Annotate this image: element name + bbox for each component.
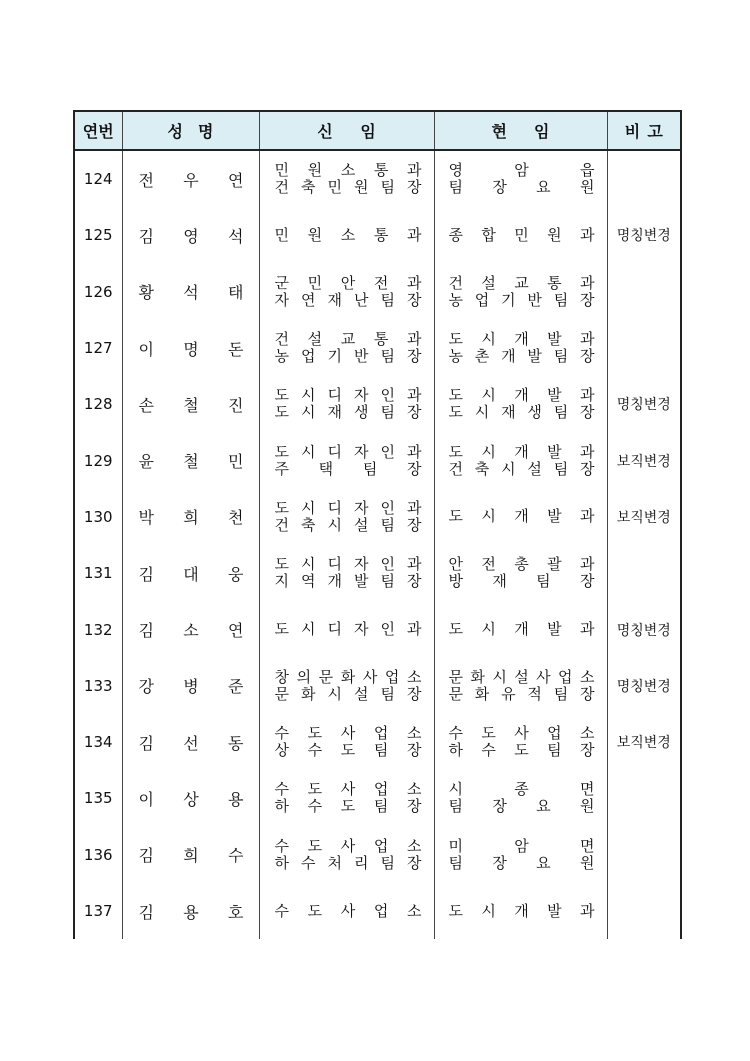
- new-department: 수 도 사 업 소: [274, 780, 422, 799]
- row-number: 134: [74, 714, 122, 770]
- header-no: 연번: [74, 111, 122, 150]
- current-post-cell: [434, 489, 607, 545]
- current-department: 도 시 개 발 과: [448, 386, 595, 405]
- person-name: 김 대 웅: [138, 564, 244, 584]
- new-department: 수 도 사 업 소: [274, 901, 422, 920]
- current-department: 도 시 개 발 과: [448, 330, 595, 349]
- current-department: 안 전 총 괄 과: [448, 555, 595, 574]
- new-department: 도 시 디 자 인 과: [274, 442, 422, 461]
- current-post-cell: [434, 770, 607, 826]
- new-department: 도 시 디 자 인 과: [274, 498, 422, 517]
- new-post-cell: [259, 545, 434, 601]
- current-team: 도 시 재 생 팀 장: [448, 403, 595, 422]
- current-post-cell: [434, 320, 607, 376]
- table-row: [74, 489, 681, 545]
- table-header: [74, 111, 681, 150]
- person-name: 손 철 진: [138, 395, 244, 415]
- table-row: [74, 150, 681, 207]
- new-department: 군 민 안 전 과: [274, 273, 422, 292]
- note-cell: [607, 264, 681, 320]
- table-body: [74, 150, 681, 939]
- new-post-cell: [259, 376, 434, 432]
- table-row: [74, 714, 681, 770]
- person-name: 이 상 용: [138, 789, 244, 809]
- table-row: [74, 432, 681, 488]
- header-current-post: 현 임: [434, 111, 607, 150]
- person-name-cell: [122, 489, 259, 545]
- person-name: 전 우 연: [138, 170, 244, 190]
- current-department: 미 암 면: [448, 836, 595, 855]
- table-row: [74, 658, 681, 714]
- table-row: [74, 545, 681, 601]
- row-number: 131: [74, 545, 122, 601]
- current-department: 도 시 개 발 과: [448, 442, 595, 461]
- new-team: 지 역 개 발 팀 장: [274, 572, 422, 591]
- person-name: 윤 철 민: [138, 452, 244, 472]
- row-number: 126: [74, 264, 122, 320]
- row-number: 132: [74, 601, 122, 657]
- current-department: 시 종 면: [448, 780, 595, 799]
- table-row: [74, 601, 681, 657]
- note-cell: 보직변경: [607, 432, 681, 488]
- person-name-cell: [122, 827, 259, 883]
- row-number: 136: [74, 827, 122, 883]
- current-department: 도 시 개 발 과: [448, 507, 595, 526]
- new-team: 건 축 민 원 팀 장: [274, 178, 422, 197]
- person-name: 김 희 수: [138, 846, 244, 866]
- table-row: [74, 827, 681, 883]
- new-post-cell: [259, 320, 434, 376]
- current-post-cell: [434, 658, 607, 714]
- new-post-cell: [259, 150, 434, 207]
- current-department: 수 도 사 업 소: [448, 724, 595, 743]
- new-post-cell: [259, 601, 434, 657]
- personnel-table: [73, 110, 682, 939]
- new-team: 하 수 도 팀 장: [274, 797, 422, 816]
- new-team: 주 택 팀 장: [274, 459, 422, 478]
- current-post-cell: [434, 376, 607, 432]
- person-name-cell: [122, 770, 259, 826]
- person-name-cell: [122, 320, 259, 376]
- table-row: [74, 770, 681, 826]
- new-department: 수 도 사 업 소: [274, 724, 422, 743]
- current-department: 영 암 읍: [448, 161, 595, 180]
- person-name-cell: [122, 714, 259, 770]
- current-post-cell: [434, 714, 607, 770]
- person-name-cell: [122, 150, 259, 207]
- note-cell: [607, 320, 681, 376]
- current-team: 건 축 시 설 팀 장: [448, 459, 595, 478]
- new-post-cell: [259, 489, 434, 545]
- note-cell: [607, 883, 681, 939]
- row-number: 137: [74, 883, 122, 939]
- person-name: 김 영 석: [138, 226, 244, 246]
- note-cell: 보직변경: [607, 714, 681, 770]
- header-new-post: 신 임: [259, 111, 434, 150]
- new-post-cell: [259, 827, 434, 883]
- new-department: 민 원 소 통 과: [274, 225, 422, 244]
- note-cell: [607, 545, 681, 601]
- person-name: 황 석 태: [138, 283, 244, 303]
- row-number: 125: [74, 207, 122, 263]
- new-post-cell: [259, 714, 434, 770]
- new-team: 건 축 시 설 팀 장: [274, 515, 422, 534]
- row-number: 130: [74, 489, 122, 545]
- person-name-cell: [122, 207, 259, 263]
- person-name-cell: [122, 658, 259, 714]
- new-team: 문 화 시 설 팀 장: [274, 684, 422, 703]
- new-post-cell: [259, 770, 434, 826]
- table-row: [74, 376, 681, 432]
- row-number: 135: [74, 770, 122, 826]
- current-post-cell: [434, 601, 607, 657]
- new-department: 민 원 소 통 과: [274, 161, 422, 180]
- current-department: 종 합 민 원 과: [448, 225, 595, 244]
- person-name: 김 소 연: [138, 621, 244, 641]
- new-department: 창 의 문 화 사 업 소: [274, 667, 422, 686]
- table-row: [74, 207, 681, 263]
- new-post-cell: [259, 207, 434, 263]
- current-team: 하 수 도 팀 장: [448, 741, 595, 760]
- note-cell: 명칭변경: [607, 658, 681, 714]
- person-name-cell: [122, 264, 259, 320]
- current-team: 방 재 팀 장: [448, 572, 595, 591]
- new-team: 농 업 기 반 팀 장: [274, 347, 422, 366]
- current-department: 도 시 개 발 과: [448, 620, 595, 639]
- note-cell: [607, 150, 681, 207]
- new-post-cell: [259, 264, 434, 320]
- row-number: 133: [74, 658, 122, 714]
- current-team: 농 업 기 반 팀 장: [448, 290, 595, 309]
- person-name: 이 명 돈: [138, 339, 244, 359]
- new-department: 건 설 교 통 과: [274, 330, 422, 349]
- note-cell: 보직변경: [607, 489, 681, 545]
- current-post-cell: [434, 207, 607, 263]
- current-post-cell: [434, 827, 607, 883]
- note-cell: [607, 770, 681, 826]
- current-post-cell: [434, 883, 607, 939]
- current-team: 농 촌 개 발 팀 장: [448, 347, 595, 366]
- person-name-cell: [122, 432, 259, 488]
- person-name: 강 병 준: [138, 677, 244, 697]
- new-department: 도 시 디 자 인 과: [274, 555, 422, 574]
- current-team: 문 화 유 적 팀 장: [448, 684, 595, 703]
- header-name: 성 명: [122, 111, 259, 150]
- current-team: 팀 장 요 원: [448, 178, 595, 197]
- note-cell: 명칭변경: [607, 207, 681, 263]
- current-post-cell: [434, 545, 607, 601]
- new-team: 도 시 재 생 팀 장: [274, 403, 422, 422]
- new-department: 수 도 사 업 소: [274, 836, 422, 855]
- personnel-table-container: [73, 110, 680, 939]
- current-department: 도 시 개 발 과: [448, 901, 595, 920]
- person-name-cell: [122, 376, 259, 432]
- current-department: 건 설 교 통 과: [448, 273, 595, 292]
- new-department: 도 시 디 자 인 과: [274, 620, 422, 639]
- new-team: 자 연 재 난 팀 장: [274, 290, 422, 309]
- row-number: 124: [74, 150, 122, 207]
- current-team: 팀 장 요 원: [448, 797, 595, 816]
- row-number: 127: [74, 320, 122, 376]
- row-number: 129: [74, 432, 122, 488]
- new-team: 하 수 처 리 팀 장: [274, 853, 422, 872]
- note-cell: 명칭변경: [607, 601, 681, 657]
- current-department: 문 화 시 설 사 업 소: [448, 667, 595, 686]
- person-name: 박 희 천: [138, 508, 244, 528]
- new-post-cell: [259, 883, 434, 939]
- note-cell: 명칭변경: [607, 376, 681, 432]
- person-name: 김 선 동: [138, 733, 244, 753]
- person-name: 김 용 호: [138, 902, 244, 922]
- note-cell: [607, 827, 681, 883]
- table-row: [74, 264, 681, 320]
- current-team: 팀 장 요 원: [448, 853, 595, 872]
- header-note: 비 고: [607, 111, 681, 150]
- table-row: [74, 320, 681, 376]
- new-post-cell: [259, 432, 434, 488]
- new-department: 도 시 디 자 인 과: [274, 386, 422, 405]
- row-number: 128: [74, 376, 122, 432]
- person-name-cell: [122, 545, 259, 601]
- new-post-cell: [259, 658, 434, 714]
- current-post-cell: [434, 150, 607, 207]
- new-team: 상 수 도 팀 장: [274, 741, 422, 760]
- table-row: [74, 883, 681, 939]
- current-post-cell: [434, 264, 607, 320]
- person-name-cell: [122, 601, 259, 657]
- person-name-cell: [122, 883, 259, 939]
- current-post-cell: [434, 432, 607, 488]
